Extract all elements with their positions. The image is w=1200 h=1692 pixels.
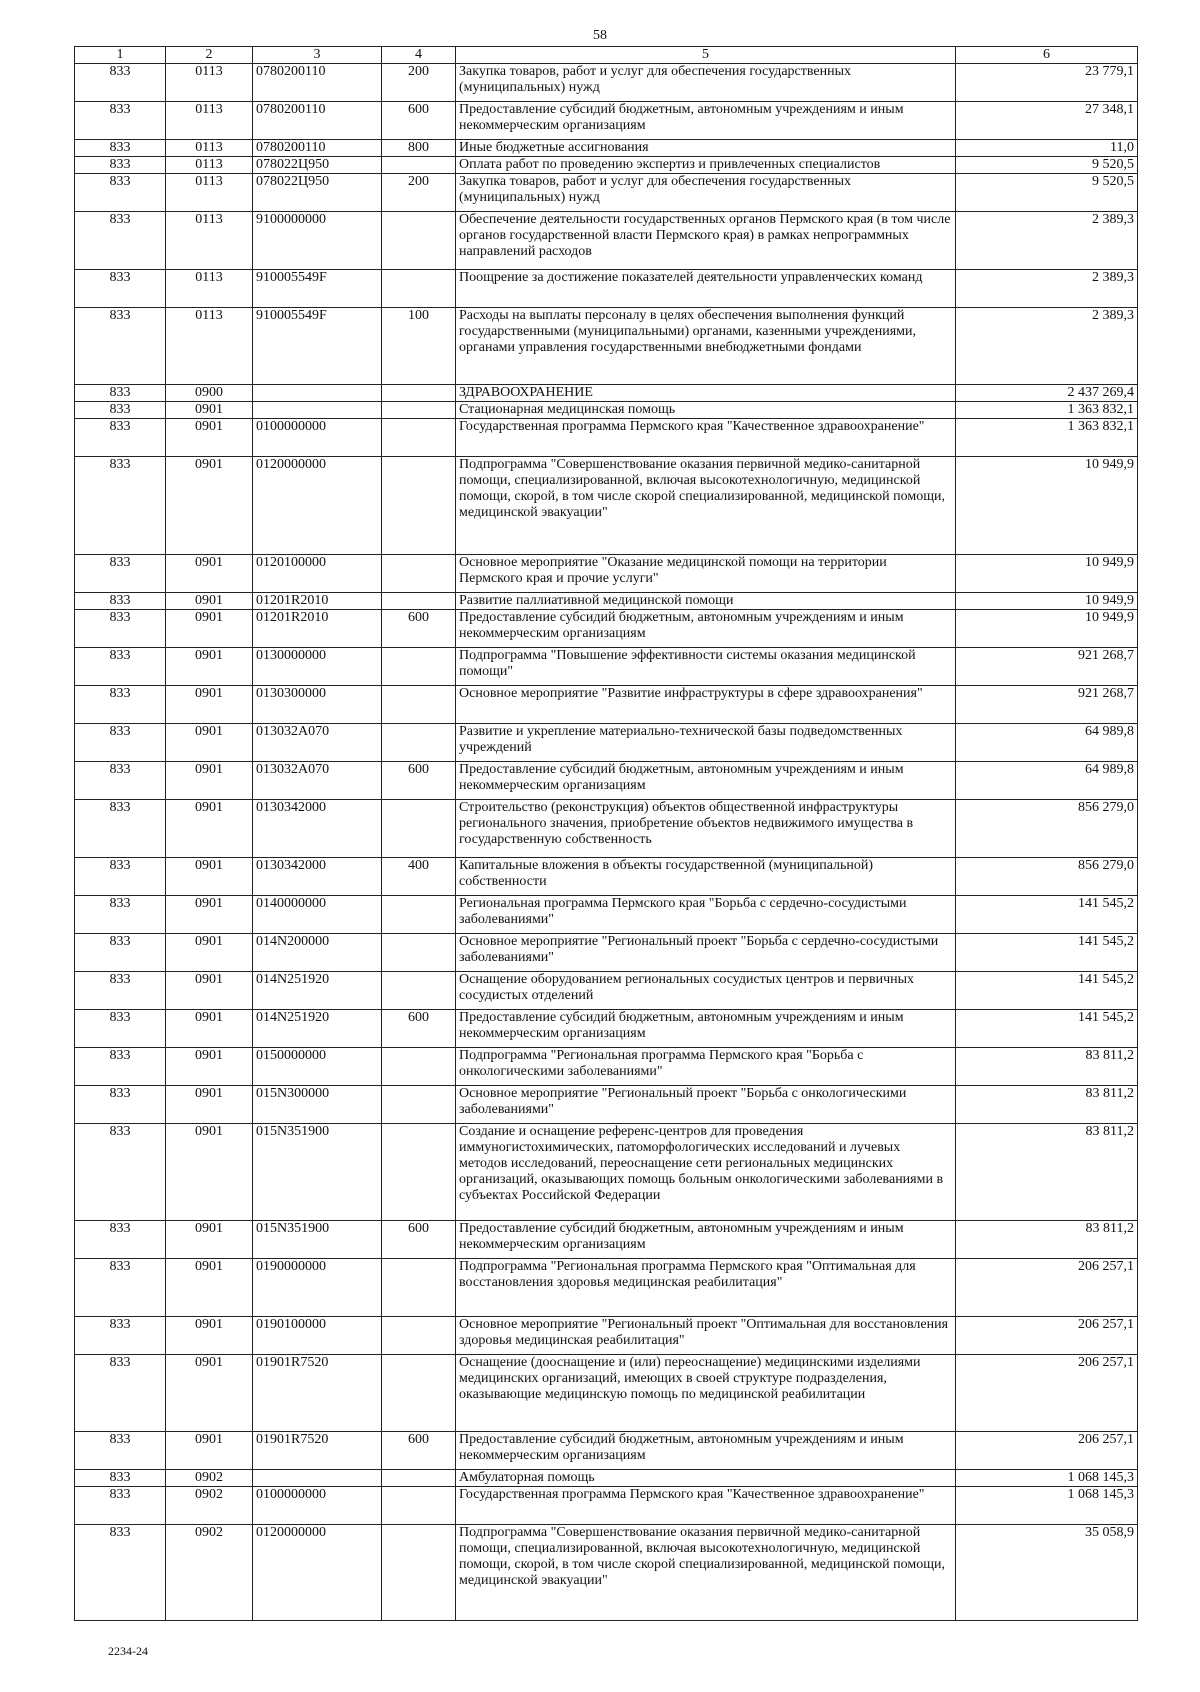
- target-item-code-cell: 015N351900: [253, 1221, 382, 1259]
- expense-type-code-cell: [382, 555, 456, 593]
- amount-cell: 206 257,1: [956, 1355, 1138, 1432]
- expense-type-code-cell: 200: [382, 64, 456, 102]
- amount-cell: 206 257,1: [956, 1432, 1138, 1470]
- target-item-code-cell: 014N200000: [253, 934, 382, 972]
- expense-type-code-cell: [382, 1487, 456, 1525]
- description-cell: Оснащение (дооснащение и (или) переоснащение) медицинскими изделиями медицинских организаций, имеющих в своей структуре подразделения, оказывающие медицинскую помощь по медицинской реабилитации: [456, 1355, 956, 1432]
- column-header: 4: [382, 47, 456, 64]
- section-code-cell: 0901: [166, 610, 253, 648]
- description-cell: Предоставление субсидий бюджетным, автономным учреждениям и иным некоммерческим организациям: [456, 102, 956, 140]
- description-cell: Создание и оснащение референс-центров для проведения иммуногистохимических, патоморфологических исследований и лучевых методов исследований, переоснащение сети региональных медицинских организаций, оказывающих помощь больным онкологическими заболеваниями в субъектах Российской Федерации: [456, 1124, 956, 1221]
- expense-type-code-cell: [382, 385, 456, 402]
- column-header: 1: [75, 47, 166, 64]
- amount-cell: 2 389,3: [956, 212, 1138, 270]
- table-row: [75, 1432, 1138, 1470]
- table-row: [75, 1317, 1138, 1355]
- amount-cell: 1 068 145,3: [956, 1487, 1138, 1525]
- target-item-code-cell: 015N300000: [253, 1086, 382, 1124]
- table-row: [75, 1124, 1138, 1221]
- description-cell: Амбулаторная помощь: [456, 1470, 956, 1487]
- section-code-cell: 0113: [166, 270, 253, 308]
- section-code-cell: 0901: [166, 972, 253, 1010]
- description-cell: Иные бюджетные ассигнования: [456, 140, 956, 157]
- section-code-cell: 0113: [166, 308, 253, 385]
- section-code-cell: 0902: [166, 1470, 253, 1487]
- section-code-cell: 0113: [166, 157, 253, 174]
- table-row: [75, 1048, 1138, 1086]
- department-code-cell: 833: [75, 1317, 166, 1355]
- description-cell: Основное мероприятие "Оказание медицинской помощи на территории Пермского края и прочие услуги": [456, 555, 956, 593]
- table-row: [75, 140, 1138, 157]
- description-cell: Поощрение за достижение показателей деятельности управленческих команд: [456, 270, 956, 308]
- target-item-code-cell: 078022Ц950: [253, 157, 382, 174]
- department-code-cell: 833: [75, 270, 166, 308]
- description-cell: Оснащение оборудованием региональных сосудистых центров и первичных сосудистых отделений: [456, 972, 956, 1010]
- section-code-cell: 0901: [166, 762, 253, 800]
- expense-type-code-cell: [382, 1525, 456, 1621]
- column-header: 3: [253, 47, 382, 64]
- section-code-cell: 0113: [166, 174, 253, 212]
- description-cell: Предоставление субсидий бюджетным, автономным учреждениям и иным некоммерческим организациям: [456, 762, 956, 800]
- section-code-cell: 0901: [166, 800, 253, 858]
- section-code-cell: 0901: [166, 1124, 253, 1221]
- department-code-cell: 833: [75, 1470, 166, 1487]
- description-cell: Развитие и укрепление материально-технической базы подведомственных учреждений: [456, 724, 956, 762]
- amount-cell: 921 268,7: [956, 648, 1138, 686]
- expense-type-code-cell: [382, 800, 456, 858]
- section-code-cell: 0901: [166, 1010, 253, 1048]
- description-cell: Оплата работ по проведению экспертиз и привлеченных специалистов: [456, 157, 956, 174]
- expense-type-code-cell: 600: [382, 102, 456, 140]
- target-item-code-cell: 014N251920: [253, 972, 382, 1010]
- description-cell: Основное мероприятие "Региональный проект "Борьба с онкологическими заболеваниями": [456, 1086, 956, 1124]
- target-item-code-cell: 0780200110: [253, 102, 382, 140]
- section-code-cell: 0901: [166, 686, 253, 724]
- target-item-code-cell: 9100000000: [253, 212, 382, 270]
- section-code-cell: 0901: [166, 457, 253, 555]
- department-code-cell: 833: [75, 858, 166, 896]
- amount-cell: 83 811,2: [956, 1124, 1138, 1221]
- amount-cell: 35 058,9: [956, 1525, 1138, 1621]
- target-item-code-cell: 015N351900: [253, 1124, 382, 1221]
- section-code-cell: 0113: [166, 102, 253, 140]
- description-cell: Подпрограмма "Региональная программа Пермского края "Оптимальная для восстановления здоровья медицинская реабилитация": [456, 1259, 956, 1317]
- description-cell: Государственная программа Пермского края "Качественное здравоохранение": [456, 1487, 956, 1525]
- expense-type-code-cell: 600: [382, 1432, 456, 1470]
- section-code-cell: 0901: [166, 402, 253, 419]
- department-code-cell: 833: [75, 648, 166, 686]
- table-row: [75, 934, 1138, 972]
- section-code-cell: 0902: [166, 1487, 253, 1525]
- expense-type-code-cell: 600: [382, 1221, 456, 1259]
- table-row: [75, 593, 1138, 610]
- amount-cell: 2 437 269,4: [956, 385, 1138, 402]
- table-row: [75, 896, 1138, 934]
- section-code-cell: 0901: [166, 1221, 253, 1259]
- description-cell: Развитие паллиативной медицинской помощи: [456, 593, 956, 610]
- amount-cell: 23 779,1: [956, 64, 1138, 102]
- description-cell: Подпрограмма "Региональная программа Пермского края "Борьба с онкологическими заболеваниями": [456, 1048, 956, 1086]
- department-code-cell: 833: [75, 593, 166, 610]
- table-row: [75, 858, 1138, 896]
- description-cell: Строительство (реконструкция) объектов общественной инфраструктуры регионального значения, приобретение объектов недвижимого имущества в государственную собственность: [456, 800, 956, 858]
- expense-type-code-cell: 600: [382, 1010, 456, 1048]
- expense-type-code-cell: [382, 686, 456, 724]
- department-code-cell: 833: [75, 1432, 166, 1470]
- table-row: [75, 1525, 1138, 1621]
- amount-cell: 141 545,2: [956, 896, 1138, 934]
- table-row: [75, 270, 1138, 308]
- expense-type-code-cell: [382, 1317, 456, 1355]
- expense-type-code-cell: [382, 972, 456, 1010]
- amount-cell: 141 545,2: [956, 972, 1138, 1010]
- department-code-cell: 833: [75, 555, 166, 593]
- expense-type-code-cell: [382, 648, 456, 686]
- department-code-cell: 833: [75, 64, 166, 102]
- expense-type-code-cell: [382, 896, 456, 934]
- expense-type-code-cell: 100: [382, 308, 456, 385]
- target-item-code-cell: 0130342000: [253, 858, 382, 896]
- table-row: [75, 1487, 1138, 1525]
- table-row: [75, 762, 1138, 800]
- description-cell: Расходы на выплаты персоналу в целях обеспечения выполнения функций государственными (муниципальными) органами, казенными учреждениями, органами управления государственными внебюджетными фондами: [456, 308, 956, 385]
- table-row: [75, 1086, 1138, 1124]
- expense-type-code-cell: [382, 724, 456, 762]
- table-row: [75, 457, 1138, 555]
- target-item-code-cell: 01901R7520: [253, 1432, 382, 1470]
- department-code-cell: 833: [75, 1124, 166, 1221]
- budget-table: [74, 46, 1138, 1621]
- table-row: [75, 64, 1138, 102]
- target-item-code-cell: 013032А070: [253, 762, 382, 800]
- section-code-cell: 0113: [166, 140, 253, 157]
- target-item-code-cell: 0100000000: [253, 419, 382, 457]
- target-item-code-cell: 0780200110: [253, 140, 382, 157]
- amount-cell: 9 520,5: [956, 174, 1138, 212]
- table-row: [75, 1259, 1138, 1317]
- expense-type-code-cell: 800: [382, 140, 456, 157]
- department-code-cell: 833: [75, 1221, 166, 1259]
- expense-type-code-cell: [382, 402, 456, 419]
- amount-cell: 1 068 145,3: [956, 1470, 1138, 1487]
- page-number: 58: [593, 28, 607, 43]
- department-code-cell: 833: [75, 1086, 166, 1124]
- description-cell: Закупка товаров, работ и услуг для обеспечения государственных (муниципальных) нужд: [456, 174, 956, 212]
- description-cell: Стационарная медицинская помощь: [456, 402, 956, 419]
- target-item-code-cell: 0120100000: [253, 555, 382, 593]
- description-cell: Основное мероприятие "Развитие инфраструктуры в сфере здравоохранения": [456, 686, 956, 724]
- target-item-code-cell: 014N251920: [253, 1010, 382, 1048]
- amount-cell: 10 949,9: [956, 610, 1138, 648]
- amount-cell: 141 545,2: [956, 1010, 1138, 1048]
- section-code-cell: 0113: [166, 212, 253, 270]
- expense-type-code-cell: [382, 1048, 456, 1086]
- expense-type-code-cell: [382, 419, 456, 457]
- table-row: [75, 212, 1138, 270]
- expense-type-code-cell: [382, 593, 456, 610]
- table-row: [75, 174, 1138, 212]
- target-item-code-cell: [253, 1470, 382, 1487]
- table-row: [75, 800, 1138, 858]
- department-code-cell: 833: [75, 724, 166, 762]
- target-item-code-cell: 0190100000: [253, 1317, 382, 1355]
- amount-cell: 856 279,0: [956, 858, 1138, 896]
- description-cell: Закупка товаров, работ и услуг для обеспечения государственных (муниципальных) нужд: [456, 64, 956, 102]
- section-code-cell: 0900: [166, 385, 253, 402]
- expense-type-code-cell: [382, 270, 456, 308]
- table-row: [75, 724, 1138, 762]
- section-code-cell: 0901: [166, 858, 253, 896]
- department-code-cell: 833: [75, 1259, 166, 1317]
- table-row: [75, 308, 1138, 385]
- department-code-cell: 833: [75, 308, 166, 385]
- target-item-code-cell: 0120000000: [253, 457, 382, 555]
- description-cell: ЗДРАВООХРАНЕНИЕ: [456, 385, 956, 402]
- target-item-code-cell: 0130000000: [253, 648, 382, 686]
- table-row: [75, 686, 1138, 724]
- target-item-code-cell: 0120000000: [253, 1525, 382, 1621]
- section-code-cell: 0901: [166, 1259, 253, 1317]
- expense-type-code-cell: [382, 1355, 456, 1432]
- description-cell: Подпрограмма "Повышение эффективности системы оказания медицинской помощи": [456, 648, 956, 686]
- department-code-cell: 833: [75, 1048, 166, 1086]
- description-cell: Предоставление субсидий бюджетным, автономным учреждениям и иным некоммерческим организациям: [456, 1432, 956, 1470]
- target-item-code-cell: 0130342000: [253, 800, 382, 858]
- department-code-cell: 833: [75, 157, 166, 174]
- expense-type-code-cell: 600: [382, 610, 456, 648]
- target-item-code-cell: [253, 402, 382, 419]
- description-cell: Подпрограмма "Совершенствование оказания первичной медико-санитарной помощи, специализированной, включая высокотехнологичную, медицинской помощи, скорой, в том числе скорой специализированной, медицинской помощи, медицинской эвакуации": [456, 1525, 956, 1621]
- description-cell: Предоставление субсидий бюджетным, автономным учреждениям и иным некоммерческим организациям: [456, 1221, 956, 1259]
- target-item-code-cell: 01201R2010: [253, 610, 382, 648]
- department-code-cell: 833: [75, 174, 166, 212]
- table-row: [75, 1355, 1138, 1432]
- description-cell: Подпрограмма "Совершенствование оказания первичной медико-санитарной помощи, специализированной, включая высокотехнологичную, медицинской помощи, скорой, в том числе скорой специализированной, медицинской помощи, медицинской эвакуации": [456, 457, 956, 555]
- section-code-cell: 0901: [166, 1355, 253, 1432]
- table-row: [75, 419, 1138, 457]
- target-item-code-cell: 0150000000: [253, 1048, 382, 1086]
- column-header: 2: [166, 47, 253, 64]
- expense-type-code-cell: [382, 212, 456, 270]
- amount-cell: 1 363 832,1: [956, 419, 1138, 457]
- amount-cell: 2 389,3: [956, 308, 1138, 385]
- table-row: [75, 102, 1138, 140]
- department-code-cell: 833: [75, 972, 166, 1010]
- department-code-cell: 833: [75, 800, 166, 858]
- amount-cell: 206 257,1: [956, 1259, 1138, 1317]
- amount-cell: 83 811,2: [956, 1221, 1138, 1259]
- table-row: [75, 972, 1138, 1010]
- target-item-code-cell: 0130300000: [253, 686, 382, 724]
- target-item-code-cell: [253, 385, 382, 402]
- target-item-code-cell: 01201R2010: [253, 593, 382, 610]
- amount-cell: 64 989,8: [956, 724, 1138, 762]
- department-code-cell: 833: [75, 1355, 166, 1432]
- section-code-cell: 0901: [166, 1432, 253, 1470]
- section-code-cell: 0901: [166, 1048, 253, 1086]
- description-cell: Основное мероприятие "Региональный проект "Оптимальная для восстановления здоровья медицинская реабилитация": [456, 1317, 956, 1355]
- target-item-code-cell: 0780200110: [253, 64, 382, 102]
- department-code-cell: 833: [75, 686, 166, 724]
- section-code-cell: 0901: [166, 934, 253, 972]
- description-cell: Предоставление субсидий бюджетным, автономным учреждениям и иным некоммерческим организациям: [456, 610, 956, 648]
- target-item-code-cell: 0140000000: [253, 896, 382, 934]
- table-row: [75, 1221, 1138, 1259]
- target-item-code-cell: 01901R7520: [253, 1355, 382, 1432]
- amount-cell: 206 257,1: [956, 1317, 1138, 1355]
- amount-cell: 10 949,9: [956, 593, 1138, 610]
- expense-type-code-cell: [382, 1259, 456, 1317]
- amount-cell: 10 949,9: [956, 457, 1138, 555]
- column-header: 6: [956, 47, 1138, 64]
- department-code-cell: 833: [75, 402, 166, 419]
- department-code-cell: 833: [75, 140, 166, 157]
- department-code-cell: 833: [75, 1010, 166, 1048]
- department-code-cell: 833: [75, 212, 166, 270]
- amount-cell: 64 989,8: [956, 762, 1138, 800]
- target-item-code-cell: 0100000000: [253, 1487, 382, 1525]
- section-code-cell: 0901: [166, 419, 253, 457]
- department-code-cell: 833: [75, 934, 166, 972]
- table-row: [75, 1470, 1138, 1487]
- section-code-cell: 0901: [166, 1317, 253, 1355]
- section-code-cell: 0113: [166, 64, 253, 102]
- amount-cell: 141 545,2: [956, 934, 1138, 972]
- target-item-code-cell: 078022Ц950: [253, 174, 382, 212]
- amount-cell: 921 268,7: [956, 686, 1138, 724]
- description-cell: Капитальные вложения в объекты государственной (муниципальной) собственности: [456, 858, 956, 896]
- expense-type-code-cell: [382, 934, 456, 972]
- amount-cell: 2 389,3: [956, 270, 1138, 308]
- department-code-cell: 833: [75, 1525, 166, 1621]
- expense-type-code-cell: [382, 157, 456, 174]
- section-code-cell: 0901: [166, 1086, 253, 1124]
- section-code-cell: 0901: [166, 593, 253, 610]
- table-row: [75, 555, 1138, 593]
- description-cell: Региональная программа Пермского края "Борьба с сердечно-сосудистыми заболеваниями": [456, 896, 956, 934]
- description-cell: Государственная программа Пермского края "Качественное здравоохранение": [456, 419, 956, 457]
- section-code-cell: 0901: [166, 724, 253, 762]
- target-item-code-cell: 910005549F: [253, 270, 382, 308]
- table-header-row: [75, 47, 1138, 64]
- expense-type-code-cell: 400: [382, 858, 456, 896]
- expense-type-code-cell: [382, 1124, 456, 1221]
- description-cell: Предоставление субсидий бюджетным, автономным учреждениям и иным некоммерческим организациям: [456, 1010, 956, 1048]
- expense-type-code-cell: 600: [382, 762, 456, 800]
- expense-type-code-cell: [382, 1470, 456, 1487]
- department-code-cell: 833: [75, 457, 166, 555]
- section-code-cell: 0901: [166, 648, 253, 686]
- department-code-cell: 833: [75, 385, 166, 402]
- amount-cell: 83 811,2: [956, 1086, 1138, 1124]
- department-code-cell: 833: [75, 762, 166, 800]
- column-header: 5: [456, 47, 956, 64]
- footer-code: 2234-24: [108, 1644, 148, 1658]
- department-code-cell: 833: [75, 419, 166, 457]
- table-row: [75, 157, 1138, 174]
- section-code-cell: 0901: [166, 555, 253, 593]
- table-row: [75, 402, 1138, 419]
- department-code-cell: 833: [75, 1487, 166, 1525]
- description-cell: Основное мероприятие "Региональный проект "Борьба с сердечно-сосудистыми заболеваниями": [456, 934, 956, 972]
- target-item-code-cell: 0190000000: [253, 1259, 382, 1317]
- amount-cell: 11,0: [956, 140, 1138, 157]
- amount-cell: 10 949,9: [956, 555, 1138, 593]
- amount-cell: 856 279,0: [956, 800, 1138, 858]
- expense-type-code-cell: [382, 1086, 456, 1124]
- amount-cell: 9 520,5: [956, 157, 1138, 174]
- department-code-cell: 833: [75, 610, 166, 648]
- department-code-cell: 833: [75, 896, 166, 934]
- expense-type-code-cell: 200: [382, 174, 456, 212]
- table-row: [75, 610, 1138, 648]
- table-row: [75, 648, 1138, 686]
- table-row: [75, 385, 1138, 402]
- section-code-cell: 0901: [166, 896, 253, 934]
- amount-cell: 83 811,2: [956, 1048, 1138, 1086]
- expense-type-code-cell: [382, 457, 456, 555]
- section-code-cell: 0902: [166, 1525, 253, 1621]
- target-item-code-cell: 013032А070: [253, 724, 382, 762]
- department-code-cell: 833: [75, 102, 166, 140]
- table-row: [75, 1010, 1138, 1048]
- amount-cell: 1 363 832,1: [956, 402, 1138, 419]
- description-cell: Обеспечение деятельности государственных органов Пермского края (в том числе органов государственной власти Пермского края) в рамках непрограммных направлений расходов: [456, 212, 956, 270]
- target-item-code-cell: 910005549F: [253, 308, 382, 385]
- amount-cell: 27 348,1: [956, 102, 1138, 140]
